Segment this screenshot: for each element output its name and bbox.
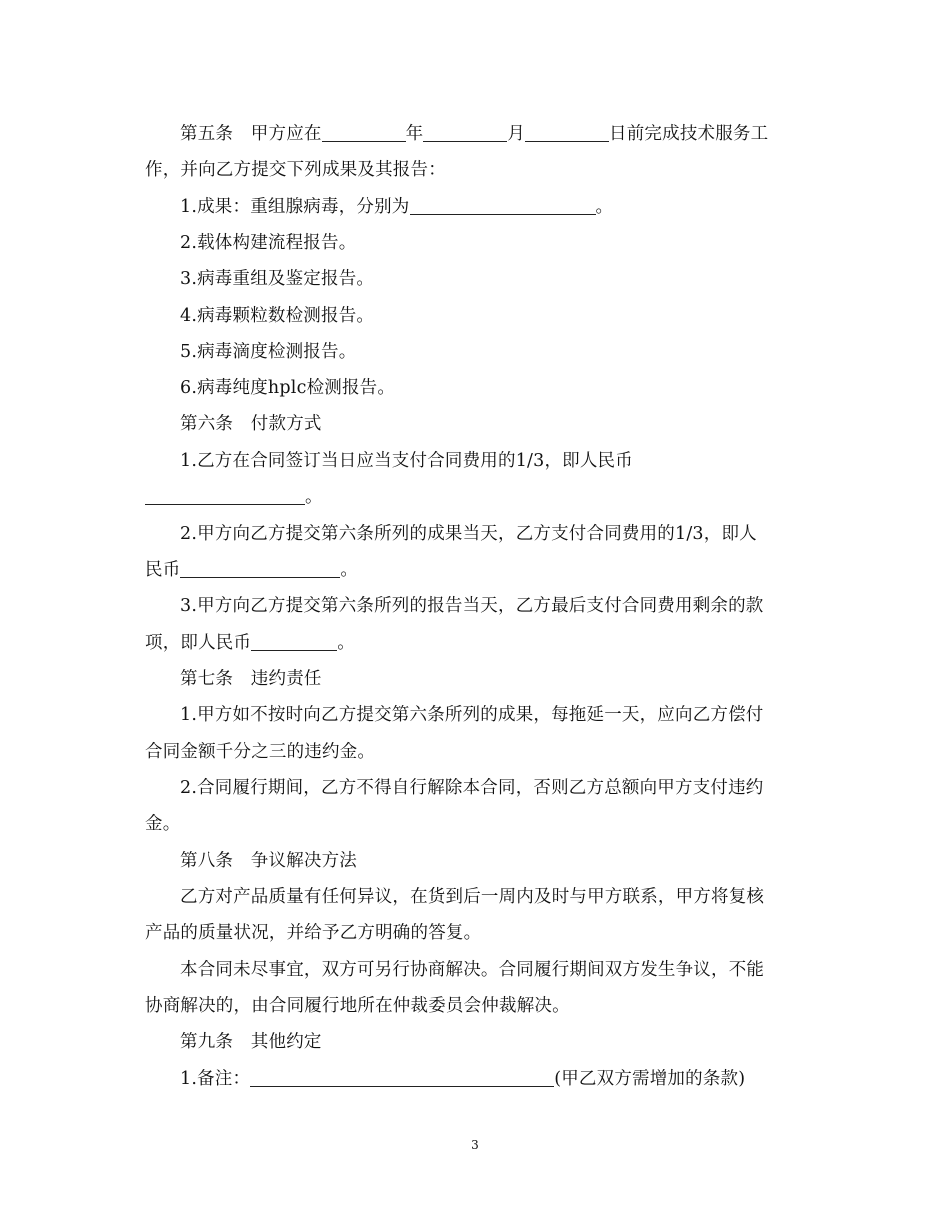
- text: (甲乙双方需增加的条款): [554, 1069, 746, 1089]
- blank-amount: [180, 559, 340, 578]
- paragraph-line: 3.甲方向乙方提交第六条所列的报告当天，乙方最后支付合同费用剩余的款: [180, 596, 764, 616]
- blank-amount: [145, 486, 305, 505]
- article-5-line: [180, 120, 768, 145]
- text: 1.备注：: [180, 1069, 251, 1089]
- list-item: 2.载体构建流程报告。: [180, 233, 357, 253]
- paragraph-line: 乙方对产品质量有任何异议，在货到后一周内及时与甲方联系，甲方将复核: [180, 887, 765, 907]
- text: 年: [405, 124, 424, 144]
- paragraph-line: 产品的质量状况，并给予乙方明确的答复。: [145, 923, 482, 943]
- result-line: [180, 193, 613, 218]
- text: 1.成果：重组腺病毒，分别为: [180, 197, 410, 217]
- text: 日前完成技术服务工: [609, 124, 769, 144]
- text: 。: [595, 197, 614, 217]
- paragraph-line: [145, 629, 355, 654]
- paragraph-line: 金。: [145, 814, 181, 834]
- text: 项，即人民币: [145, 633, 252, 653]
- page-number: 3: [471, 1138, 479, 1152]
- paragraph-line: 作，并向乙方提交下列成果及其报告：: [145, 160, 446, 180]
- paragraph-line: 合同金额千分之三的违约金。: [145, 742, 376, 762]
- paragraph-line: 2.合同履行期间，乙方不得自行解除本合同，否则乙方总额向甲方支付违约: [180, 778, 764, 798]
- paragraph-line: 1.甲方如不按时向乙方提交第六条所列的成果，每拖延一天，应向乙方偿付: [180, 705, 764, 725]
- list-item: 5.病毒滴度检测报告。: [180, 342, 357, 362]
- article-heading: 第九条 其他约定: [180, 1032, 322, 1052]
- paragraph-line: [145, 483, 323, 508]
- article-heading: 第八条 争议解决方法: [180, 851, 357, 871]
- paragraph-line: 协商解决的，由合同履行地所在仲裁委员会仲裁解决。: [145, 996, 570, 1016]
- text: 。: [340, 560, 359, 580]
- text: 第五条 甲方应在: [180, 124, 322, 144]
- list-item: 3.病毒重组及鉴定报告。: [180, 269, 375, 289]
- blank-year: [322, 123, 406, 142]
- article-heading: 第七条 违约责任: [180, 669, 322, 689]
- text: 。: [337, 633, 355, 653]
- list-item: 4.病毒颗粒数检测报告。: [180, 306, 375, 326]
- blank-day: [525, 123, 609, 142]
- article-heading: 第六条 付款方式: [180, 414, 322, 434]
- paragraph-line: 本合同未尽事宜，双方可另行协商解决。合同履行期间双方发生争议，不能: [180, 960, 765, 980]
- remarks-line: [180, 1065, 745, 1090]
- blank-month: [423, 123, 507, 142]
- text: 月: [507, 124, 526, 144]
- blank-virus: [410, 196, 596, 215]
- blank-amount: [251, 632, 337, 651]
- text: 。: [305, 487, 323, 507]
- list-item: 6.病毒纯度hplc检测报告。: [180, 378, 396, 398]
- text: 民币: [145, 560, 181, 580]
- paragraph-line: 2.甲方向乙方提交第六条所列的成果当天，乙方支付合同费用的1/3，即人: [180, 524, 757, 544]
- paragraph-line: 1.乙方在合同签订当日应当支付合同费用的1/3，即人民币: [180, 451, 633, 471]
- paragraph-line: [145, 556, 358, 581]
- blank-remarks: [250, 1068, 554, 1087]
